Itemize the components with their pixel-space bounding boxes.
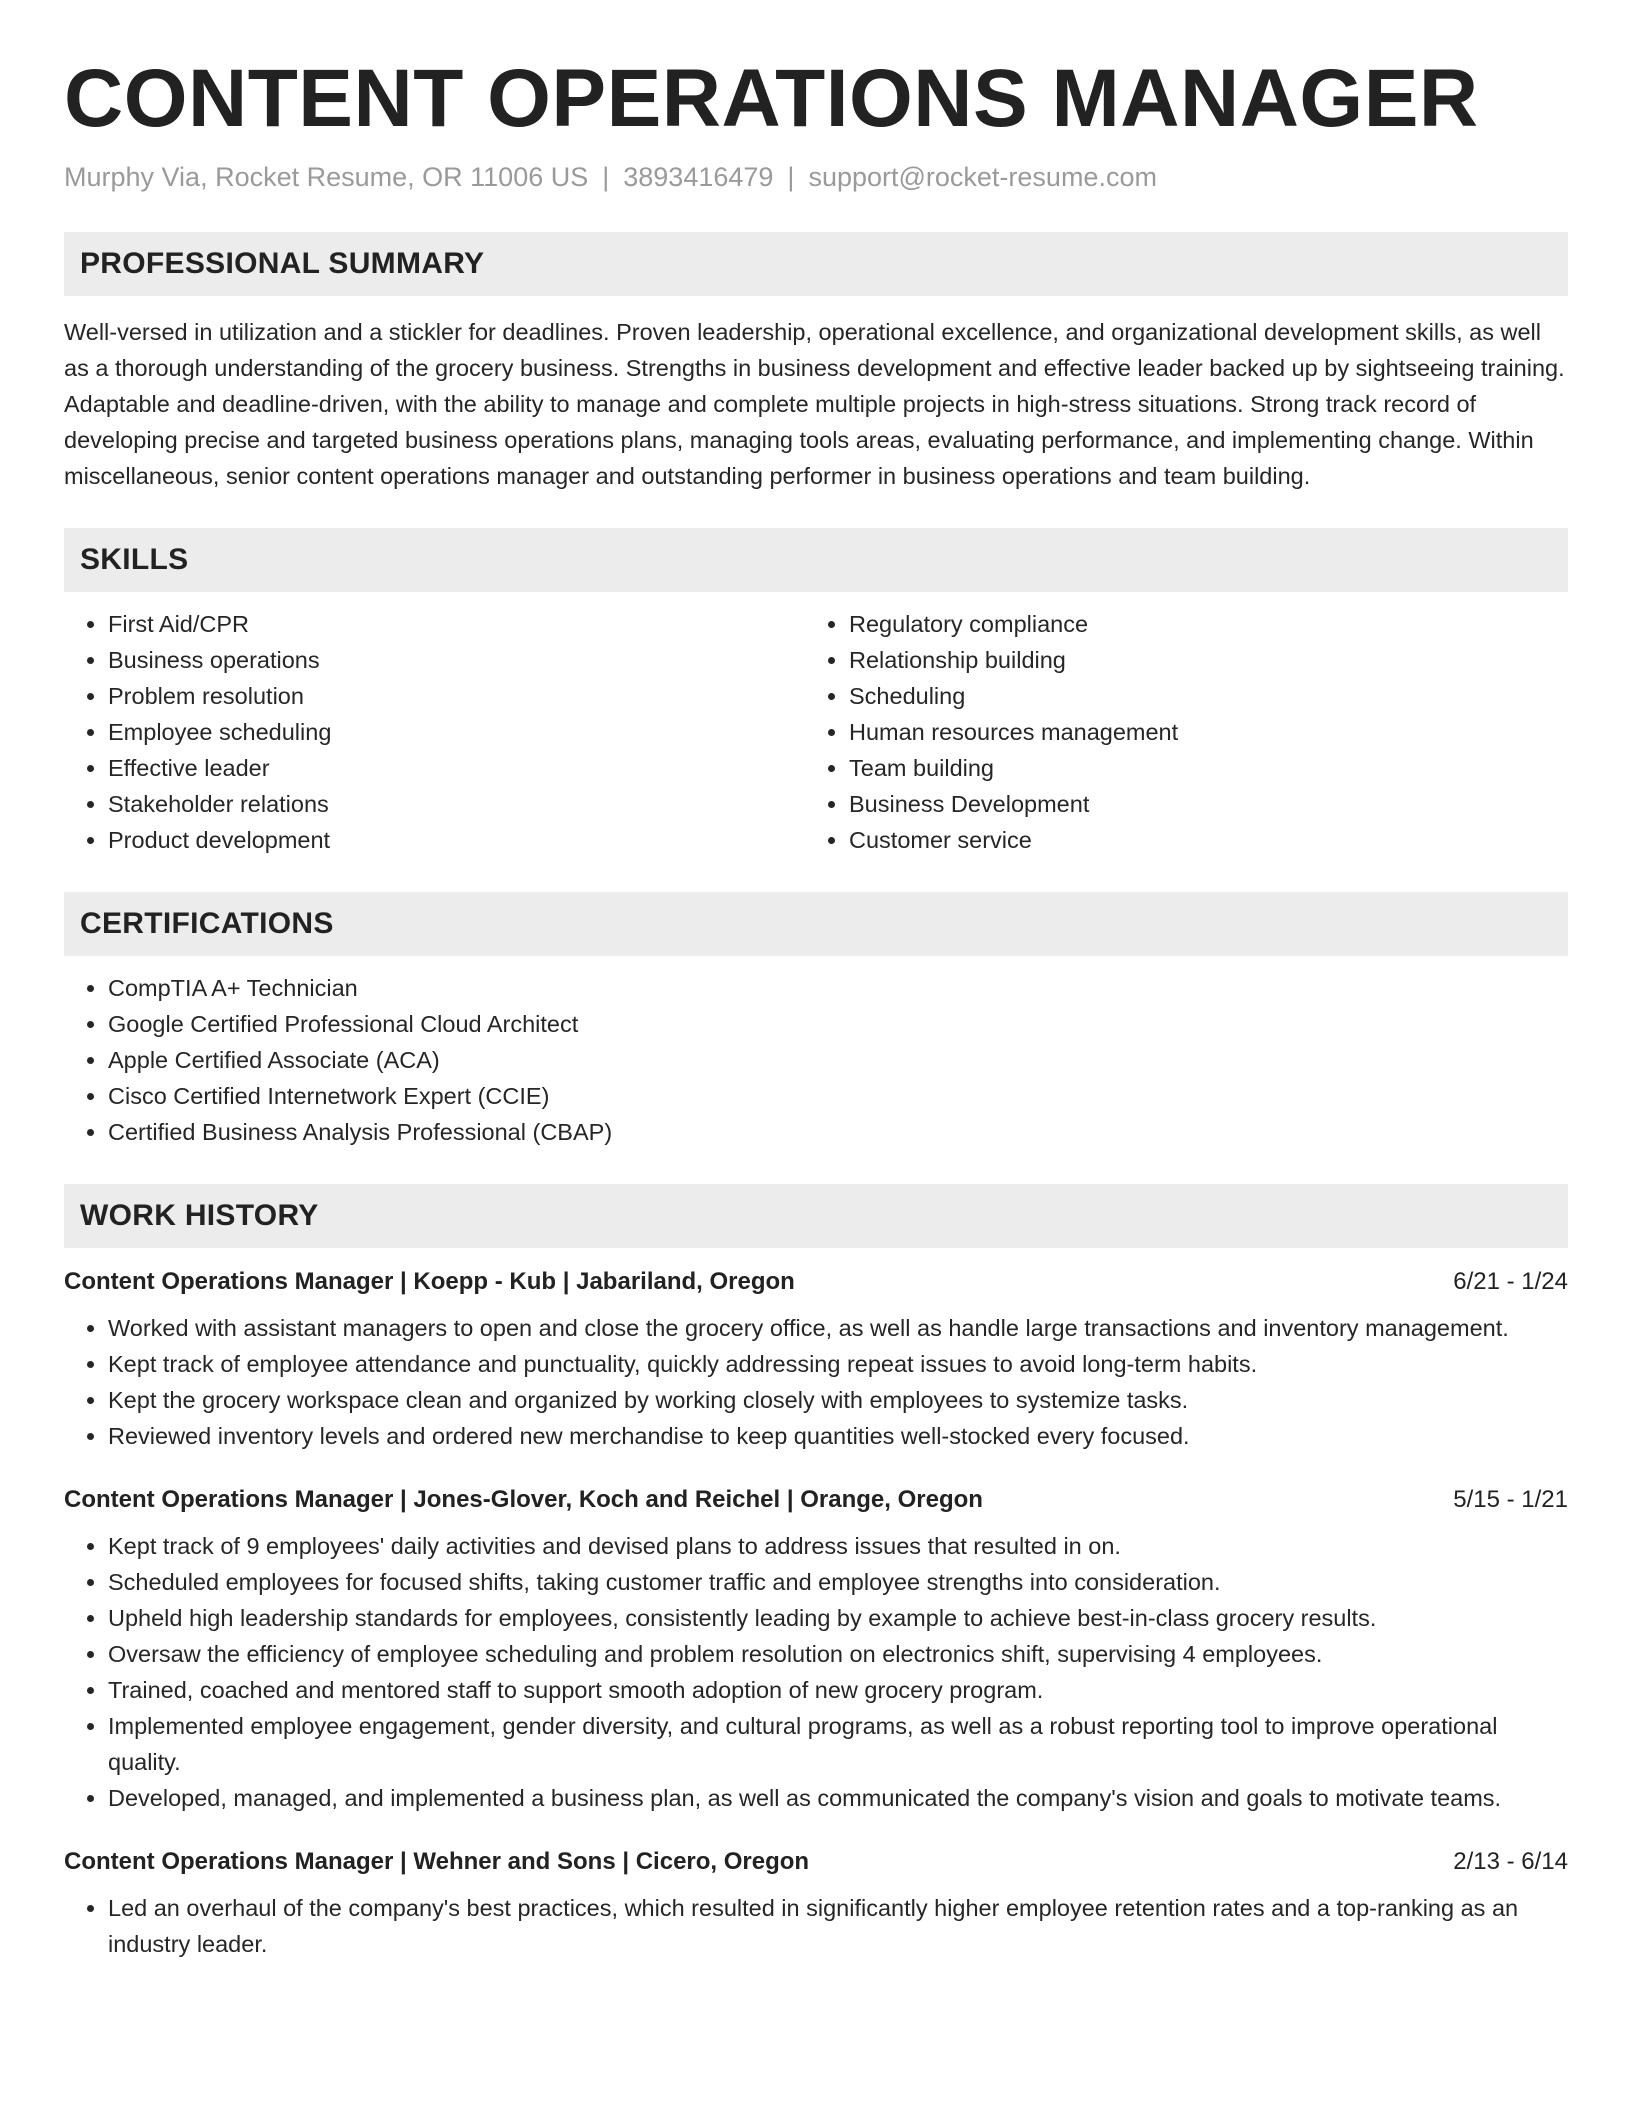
job-header bbox=[64, 1264, 1568, 1300]
contact-separator: | bbox=[602, 162, 610, 193]
job-title: Content Operations Manager | Wehner and Sons | Cicero, Oregon bbox=[64, 1848, 810, 1876]
job-entry bbox=[64, 1264, 1568, 1454]
certifications-section bbox=[64, 892, 1568, 1150]
contact-line bbox=[64, 162, 1568, 193]
skill-item: • Product development bbox=[108, 822, 805, 858]
job-bullet: • Oversaw the efficiency of employee scheduling and problem resolution on electronics shift, supervising 4 employees. bbox=[108, 1636, 1568, 1672]
skills-section bbox=[64, 528, 1568, 858]
certification-item: • Google Certified Professional Cloud Architect bbox=[108, 1006, 1568, 1042]
job-header bbox=[64, 1844, 1568, 1880]
job-bullet: • Kept the grocery workspace clean and organized by working closely with employees to systemize tasks. bbox=[108, 1382, 1568, 1418]
summary-heading: PROFESSIONAL SUMMARY bbox=[64, 232, 1568, 296]
contact-separator: | bbox=[787, 162, 795, 193]
jobs-list bbox=[64, 1264, 1568, 1962]
job-bullet: • Kept track of 9 employees' daily activities and devised plans to address issues that resulted in on. bbox=[108, 1528, 1568, 1564]
job-bullet: • Kept track of employee attendance and punctuality, quickly addressing repeat issues to avoid long-term habits. bbox=[108, 1346, 1568, 1382]
skill-item: • Effective leader bbox=[108, 750, 805, 786]
summary-text: Well-versed in utilization and a stickler for deadlines. Proven leadership, operational excellence, and organizational development skills, as well as a thorough understanding of the grocery business. Strengths in business development and effective leader backed up by sightseeing training. Adaptable and deadline-driven, with the ability to manage and complete multiple projects in high-stress situations. Strong track record of developing precise and targeted business operations plans, managing tools areas, evaluating performance, and implementing change. Within miscellaneous, senior content operations manager and outstanding performer in business operations and team building. bbox=[64, 319, 1565, 490]
skills-left-column bbox=[64, 606, 805, 858]
certifications-heading: CERTIFICATIONS bbox=[64, 892, 1568, 956]
skill-item: • Business operations bbox=[108, 642, 805, 678]
skill-item: • First Aid/CPR bbox=[108, 606, 805, 642]
skills-right-column bbox=[805, 606, 1546, 858]
contact-address: Murphy Via, Rocket Resume, OR 11006 US bbox=[64, 162, 589, 193]
certification-item: • Certified Business Analysis Professional (CBAP) bbox=[108, 1114, 1568, 1150]
certification-item: • CompTIA A+ Technician bbox=[108, 970, 1568, 1006]
skill-item: • Human resources management bbox=[849, 714, 1546, 750]
skill-item: • Problem resolution bbox=[108, 678, 805, 714]
skill-item: • Customer service bbox=[849, 822, 1546, 858]
job-bullets bbox=[64, 1310, 1568, 1454]
certifications-list bbox=[64, 970, 1568, 1150]
skill-item: • Stakeholder relations bbox=[108, 786, 805, 822]
candidate-name: CONTENT OPERATIONS MANAGER bbox=[64, 53, 1479, 144]
job-bullet: • Implemented employee engagement, gender diversity, and cultural programs, as well as a robust reporting tool to improve operational quality. bbox=[108, 1708, 1568, 1780]
job-dates: 6/21 - 1/24 bbox=[1453, 1268, 1568, 1296]
skill-item: • Team building bbox=[849, 750, 1546, 786]
job-entry bbox=[64, 1482, 1568, 1816]
work-history-section bbox=[64, 1184, 1568, 1962]
skill-item: • Regulatory compliance bbox=[849, 606, 1546, 642]
skill-item: • Scheduling bbox=[849, 678, 1546, 714]
job-entry bbox=[64, 1844, 1568, 1962]
job-title: Content Operations Manager | Jones-Glover, Koch and Reichel | Orange, Oregon bbox=[64, 1486, 983, 1514]
skills-grid bbox=[64, 606, 1568, 858]
job-bullet: • Developed, managed, and implemented a business plan, as well as communicated the company's vision and goals to motivate teams. bbox=[108, 1780, 1568, 1816]
job-title: Content Operations Manager | Koepp - Kub | Jabariland, Oregon bbox=[64, 1268, 795, 1296]
contact-email[interactable]: support@rocket-resume.com bbox=[808, 162, 1157, 193]
skill-item: • Relationship building bbox=[849, 642, 1546, 678]
contact-phone: 3893416479 bbox=[623, 162, 774, 193]
certification-item: • Cisco Certified Internetwork Expert (CCIE) bbox=[108, 1078, 1568, 1114]
job-bullets bbox=[64, 1890, 1568, 1962]
job-bullet: • Led an overhaul of the company's best practices, which resulted in significantly higher employee retention rates and a top-ranking as an industry leader. bbox=[108, 1890, 1568, 1962]
job-bullet: • Reviewed inventory levels and ordered new merchandise to keep quantities well-stocked every focused. bbox=[108, 1418, 1568, 1454]
job-dates: 2/13 - 6/14 bbox=[1453, 1848, 1568, 1876]
job-dates: 5/15 - 1/21 bbox=[1453, 1486, 1568, 1514]
job-bullet: • Scheduled employees for focused shifts, taking customer traffic and employee strengths into consideration. bbox=[108, 1564, 1568, 1600]
skill-item: • Business Development bbox=[849, 786, 1546, 822]
skills-heading: SKILLS bbox=[64, 528, 1568, 592]
summary-section bbox=[64, 232, 1568, 494]
job-bullet: • Upheld high leadership standards for employees, consistently leading by example to achieve best-in-class grocery results. bbox=[108, 1600, 1568, 1636]
skill-item: • Employee scheduling bbox=[108, 714, 805, 750]
work-history-heading: WORK HISTORY bbox=[64, 1184, 1568, 1248]
certification-item: • Apple Certified Associate (ACA) bbox=[108, 1042, 1568, 1078]
job-bullets bbox=[64, 1528, 1568, 1816]
job-header bbox=[64, 1482, 1568, 1518]
job-bullet: • Trained, coached and mentored staff to support smooth adoption of new grocery program. bbox=[108, 1672, 1568, 1708]
job-bullet: • Worked with assistant managers to open and close the grocery office, as well as handle large transactions and inventory management. bbox=[108, 1310, 1568, 1346]
